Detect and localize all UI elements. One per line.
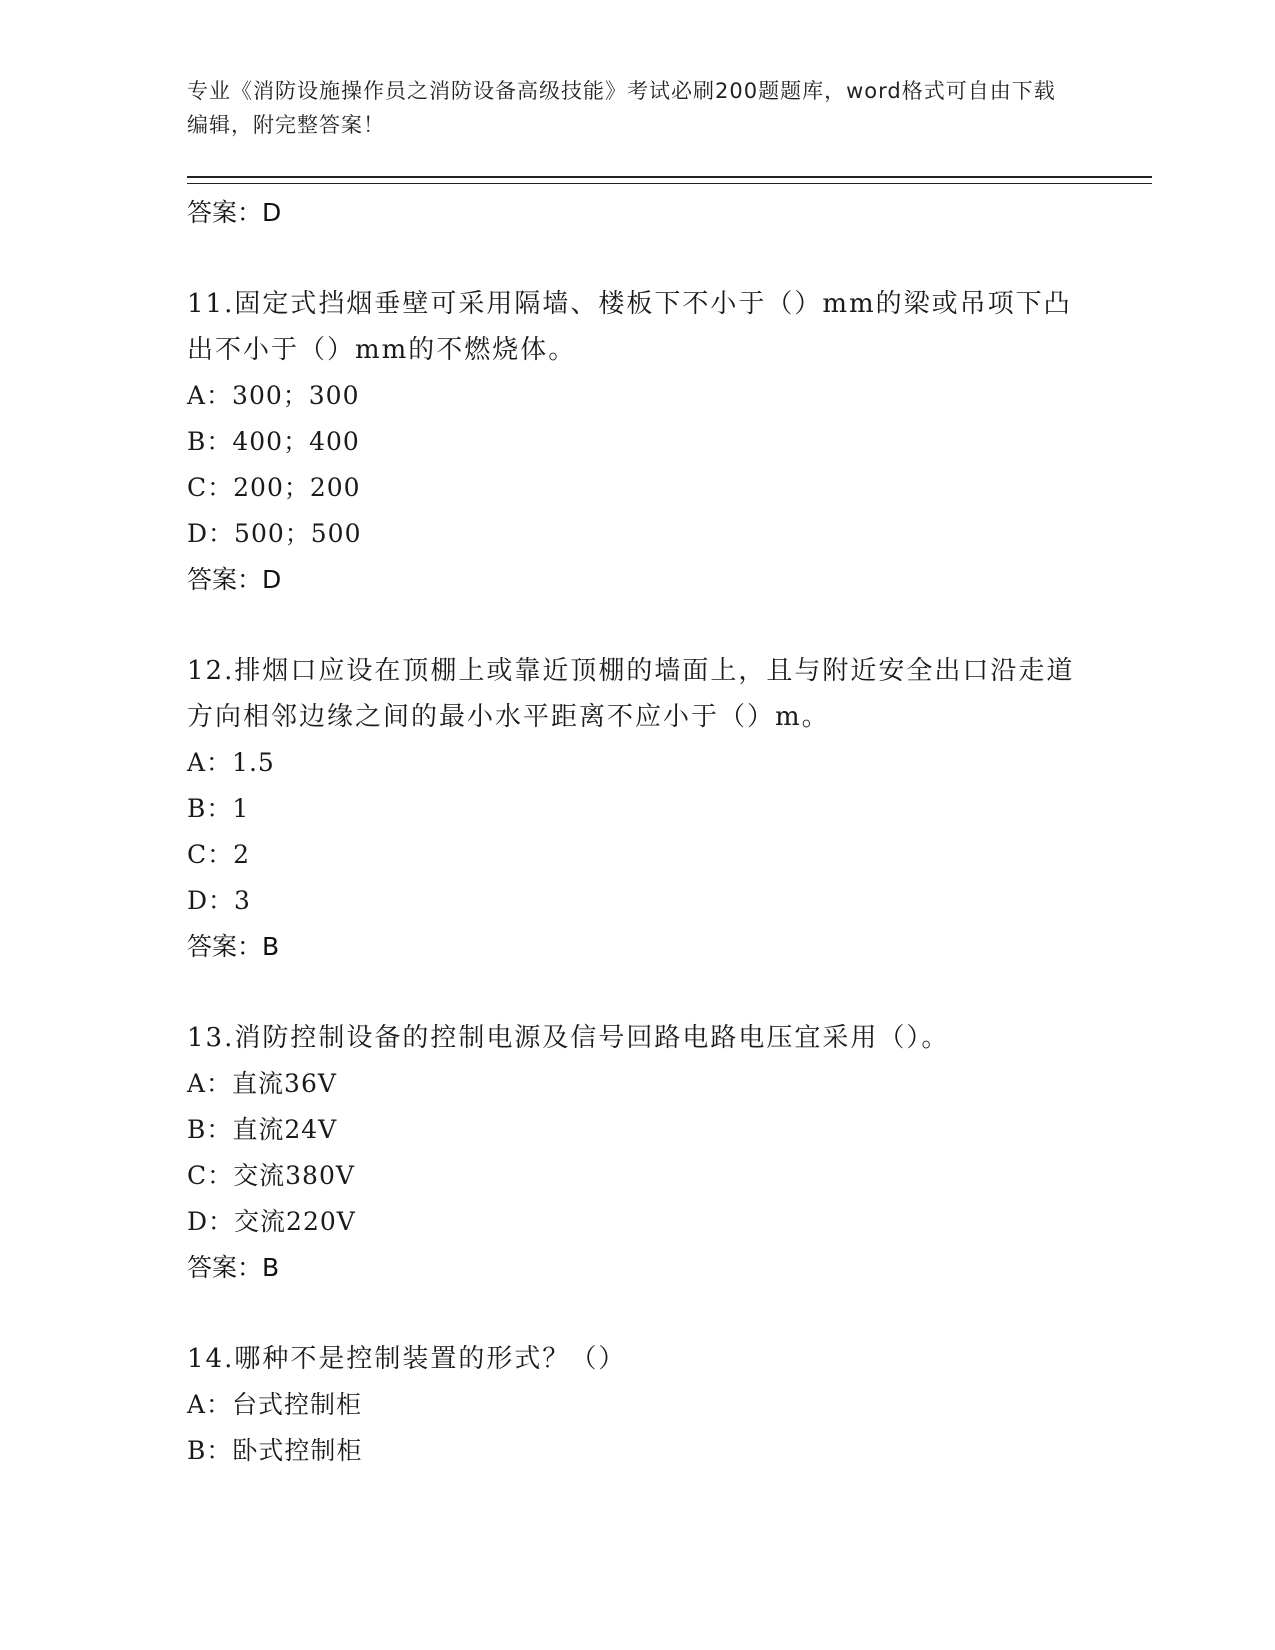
option-b: B：卧式控制柜: [187, 1436, 363, 1465]
header-rule-thin: [187, 183, 1152, 184]
option-d: D：3: [187, 886, 251, 915]
option-b: B：直流24V: [187, 1115, 338, 1144]
question-block: [187, 648, 1087, 970]
question-block: [187, 281, 1087, 603]
answer-line: 答案：D: [187, 198, 282, 227]
question-text: 13.消防控制设备的控制电源及信号回路电路电压宜采用（）。: [187, 1023, 950, 1053]
option-a: A：台式控制柜: [187, 1390, 363, 1419]
document-header: 专业《消防设施操作员之消防设备高级技能》考试必刷200题题库，word格式可自由下载编辑，附完整答案！: [187, 79, 1056, 137]
question-text: 11.固定式挡烟垂壁可采用隔墙、楼板下不小于（）mm的梁或吊项下凸出不小于（）mm的不燃烧体。: [187, 289, 1072, 365]
option-d: D：交流220V: [187, 1207, 356, 1236]
option-b: B：400；400: [187, 427, 360, 456]
option-c: C：2: [187, 840, 251, 869]
question-block: [187, 1336, 1087, 1474]
question-block: [187, 1015, 1087, 1291]
answer-line: 答案：B: [187, 932, 280, 961]
header-rule-thick: [187, 176, 1152, 178]
option-c: C：交流380V: [187, 1161, 355, 1190]
option-a: A：300；300: [187, 381, 360, 410]
option-d: D：500；500: [187, 519, 362, 548]
question-text: 14.哪种不是控制装置的形式？（）: [187, 1344, 627, 1374]
option-c: C：200；200: [187, 473, 361, 502]
answer-line: 答案：B: [187, 1253, 280, 1282]
question-text: 12.排烟口应设在顶棚上或靠近顶棚的墙面上，且与附近安全出口沿走道方向相邻边缘之间的最小水平距离不应小于（）m。: [187, 656, 1075, 732]
option-b: B：1: [187, 794, 250, 823]
option-a: A：直流36V: [187, 1069, 337, 1098]
document-content: [187, 190, 1087, 1474]
option-a: A：1.5: [187, 748, 275, 777]
answer-line: 答案：D: [187, 565, 282, 594]
